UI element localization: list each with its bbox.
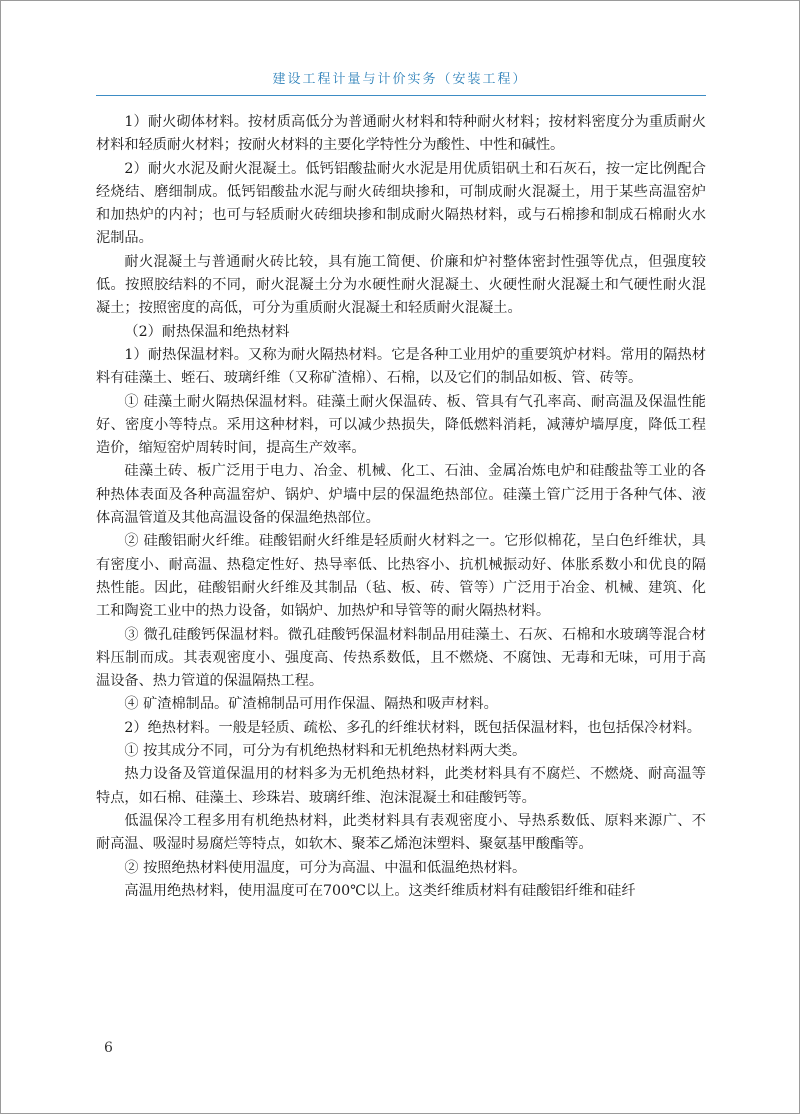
paragraph: 1）耐热保温材料。又称为耐火隔热材料。它是各种工业用炉的重要筑炉材料。常用的隔热材料有硅藻土、蛭石、玻璃纤维（又称矿渣棉）、石棉，以及它们的制品如板、管、砖等。 bbox=[96, 346, 706, 387]
running-header: 建设工程计量与计价实务（安装工程） bbox=[272, 72, 528, 87]
section-heading: （2）耐热保温和绝热材料 bbox=[124, 323, 290, 340]
paragraph: ② 按照绝热材料使用温度，可分为高温、中温和低温绝热材料。 bbox=[124, 859, 527, 876]
header-divider bbox=[96, 95, 706, 96]
paragraph: 硅藻土砖、板广泛用于电力、冶金、机械、化工、石油、金属冶炼电炉和硅酸盐等工业的各种热体表面及各种高温窑炉、锅炉、炉墙中层的保温绝热部位。硅藻土管广泛用于各种气体、液体高温管道及其他高温设备的保温绝热部位。 bbox=[96, 463, 706, 527]
paragraph: ① 按其成分不同，可分为有机绝热材料和无机绝热材料两大类。 bbox=[124, 743, 527, 760]
paragraph: 2）绝热材料。一般是轻质、疏松、多孔的纤维状材料，既包括保温材料，也包括保冷材料。 bbox=[124, 719, 701, 736]
paragraph: ① 硅藻土耐火隔热保温材料。硅藻土耐火保温砖、板、管具有气孔率高、耐高温及保温性能好、密度小等特点。采用这种材料，可以减少热损失，降低燃料消耗，减薄炉墙厚度，降低工程造价，缩短窑炉周转时间，提高生产效率。 bbox=[96, 393, 706, 457]
paragraph: 高温用绝热材料，使用温度可在700℃以上。这类纤维质材料有硅酸铝纤维和硅纤 bbox=[124, 882, 636, 899]
paragraph: 低温保冷工程多用有机绝热材料，此类材料具有表观密度小、导热系数低、原料来源广、不耐高温、吸湿时易腐烂等特点，如软木、聚苯乙烯泡沫塑料、聚氨基甲酸酯等。 bbox=[96, 812, 706, 853]
paragraph: 1）耐火砌体材料。按材质高低分为普通耐火材料和特种耐火材料；按材料密度分为重质耐火材料和轻质耐火材料；按耐火材料的主要化学特性分为酸性、中性和碱性。 bbox=[96, 114, 706, 154]
paragraph: 耐火混凝土与普通耐火砖比较，具有施工简便、价廉和炉衬整体密封性强等优点，但强度较低。按照胶结料的不同，耐火混凝土分为水硬性耐火混凝土、火硬性耐火混凝土和气硬性耐火混凝土；按照密度的高低，可分为重质耐火混凝土和轻质耐火混凝土。 bbox=[96, 253, 706, 317]
body-text bbox=[96, 111, 706, 903]
page-number: 6 bbox=[104, 1040, 113, 1056]
paragraph: ④ 矿渣棉制品。矿渣棉制品可用作保温、隔热和吸声材料。 bbox=[124, 696, 498, 713]
paragraph: ③ 微孔硅酸钙保温材料。微孔硅酸钙保温材料制品用硅藻土、石灰、石棉和水玻璃等混合材料压制而成。其表观密度小、强度高、传热系数低，且不燃烧、不腐蚀、无毒和无味，可用于高温设备、热力管道的保温隔热工程。 bbox=[96, 626, 706, 690]
paragraph: 2）耐火水泥及耐火混凝土。低钙铝酸盐耐火水泥是用优质铝矾土和石灰石，按一定比例配合经烧结、磨细制成。低钙铝酸盐水泥与耐火砖细块掺和，可制成耐火混凝土，用于某些高温窑炉和加热炉的内衬；也可与轻质耐火砖细块掺和制成耐火隔热材料，或与石棉掺和制成石棉耐火水泥制品。 bbox=[96, 160, 706, 247]
paragraph: 热力设备及管道保温用的材料多为无机绝热材料，此类材料具有不腐烂、不燃烧、耐高温等特点，如石棉、硅藻土、珍珠岩、玻璃纤维、泡沫混凝土和硅酸钙等。 bbox=[96, 766, 706, 806]
paragraph: ② 硅酸铝耐火纤维。硅酸铝耐火纤维是轻质耐火材料之一。它形似棉花，呈白色纤维状，具有密度小、耐高温、热稳定性好、热导率低、比热容小、抗机械振动好、体胀系数小和优良的隔热性能。因此，硅酸铝耐火纤维及其制品（毡、板、砖、管等）广泛用于冶金、机械、建筑、化工和陶瓷工业中的热力设备，如锅炉、加热炉和导管等的耐火隔热材料。 bbox=[96, 533, 706, 620]
